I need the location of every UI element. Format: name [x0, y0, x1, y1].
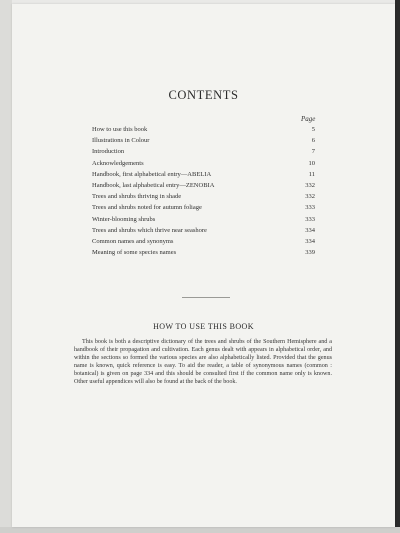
contents-entry-page: 10: [308, 159, 315, 167]
section-divider: [182, 297, 230, 298]
contents-entry-page: 7: [311, 148, 315, 156]
contents-title: CONTENTS: [168, 88, 239, 102]
contents-entry-page: 333: [305, 204, 315, 212]
contents-list: [92, 126, 315, 260]
contents-entry-page: 5: [311, 126, 315, 133]
contents-entry: [92, 249, 315, 260]
contents-entry: [92, 126, 315, 137]
how-to-paragraph: This book is both a descriptive dictionary of the trees and shrubs of the Southern Hemisphere and a handbook of their propagation and cultivation. Each genus dealt with appears in alphabetical order, and within the sections so formed the various species are also alphabetically listed. Provided that the genus name is known, quick reference is easy. To aid the reader, a table of synonymous names (common : botanical) is given on page 334 and this should be consulted first if the common name only is known. Other useful appendices will also be found at the back of the book.: [74, 339, 332, 385]
contents-entry: [92, 193, 315, 204]
contents-entry: [92, 238, 315, 249]
contents-entry-label: Introduction: [92, 148, 125, 156]
contents-entry-page: 333: [305, 215, 315, 223]
contents-entry: [92, 171, 315, 182]
contents-entry: [92, 148, 315, 159]
contents-entry-label: Trees and shrubs which thrive near seashore: [92, 226, 207, 234]
page-column-header: Page: [301, 115, 316, 123]
book-page: [12, 4, 395, 527]
contents-entry-label: Meaning of some species names: [92, 249, 177, 257]
contents-entry: [92, 216, 315, 227]
contents-entry-label: Handbook, first alphabetical entry—ABELIA: [92, 170, 212, 178]
contents-entry-page: 6: [311, 137, 315, 145]
contents-entry-page: 334: [305, 237, 315, 245]
contents-entry-label: Handbook, last alphabetical entry—ZENOBIA: [92, 181, 215, 189]
contents-entry: [92, 137, 315, 148]
contents-entry-page: 334: [305, 226, 315, 234]
contents-entry: [92, 227, 315, 238]
contents-entry-page: 11: [308, 170, 315, 178]
page-edge-left: [0, 0, 12, 533]
contents-entry: [92, 160, 315, 171]
contents-entry-label: Illustrations in Colour: [92, 137, 150, 145]
contents-entry-label: Acknowledgements: [92, 159, 144, 167]
contents-entry-page: 339: [305, 249, 315, 257]
page-edge-right: [395, 0, 400, 533]
contents-entry-label: How to use this book: [92, 126, 148, 133]
contents-entry-page: 332: [305, 193, 315, 201]
contents-entry: [92, 182, 315, 193]
contents-entry-label: Trees and shrubs noted for autumn foliage: [92, 204, 202, 212]
contents-entry-label: Winter-blooming shrubs: [92, 215, 156, 223]
page-edge-bottom: [0, 527, 400, 533]
contents-entry-label: Trees and shrubs thriving in shade: [92, 193, 182, 201]
contents-entry: [92, 204, 315, 215]
contents-entry-page: 332: [305, 181, 315, 189]
contents-entry-label: Common names and synonyms: [92, 237, 174, 245]
how-to-title: HOW TO USE THIS BOOK: [153, 322, 254, 331]
